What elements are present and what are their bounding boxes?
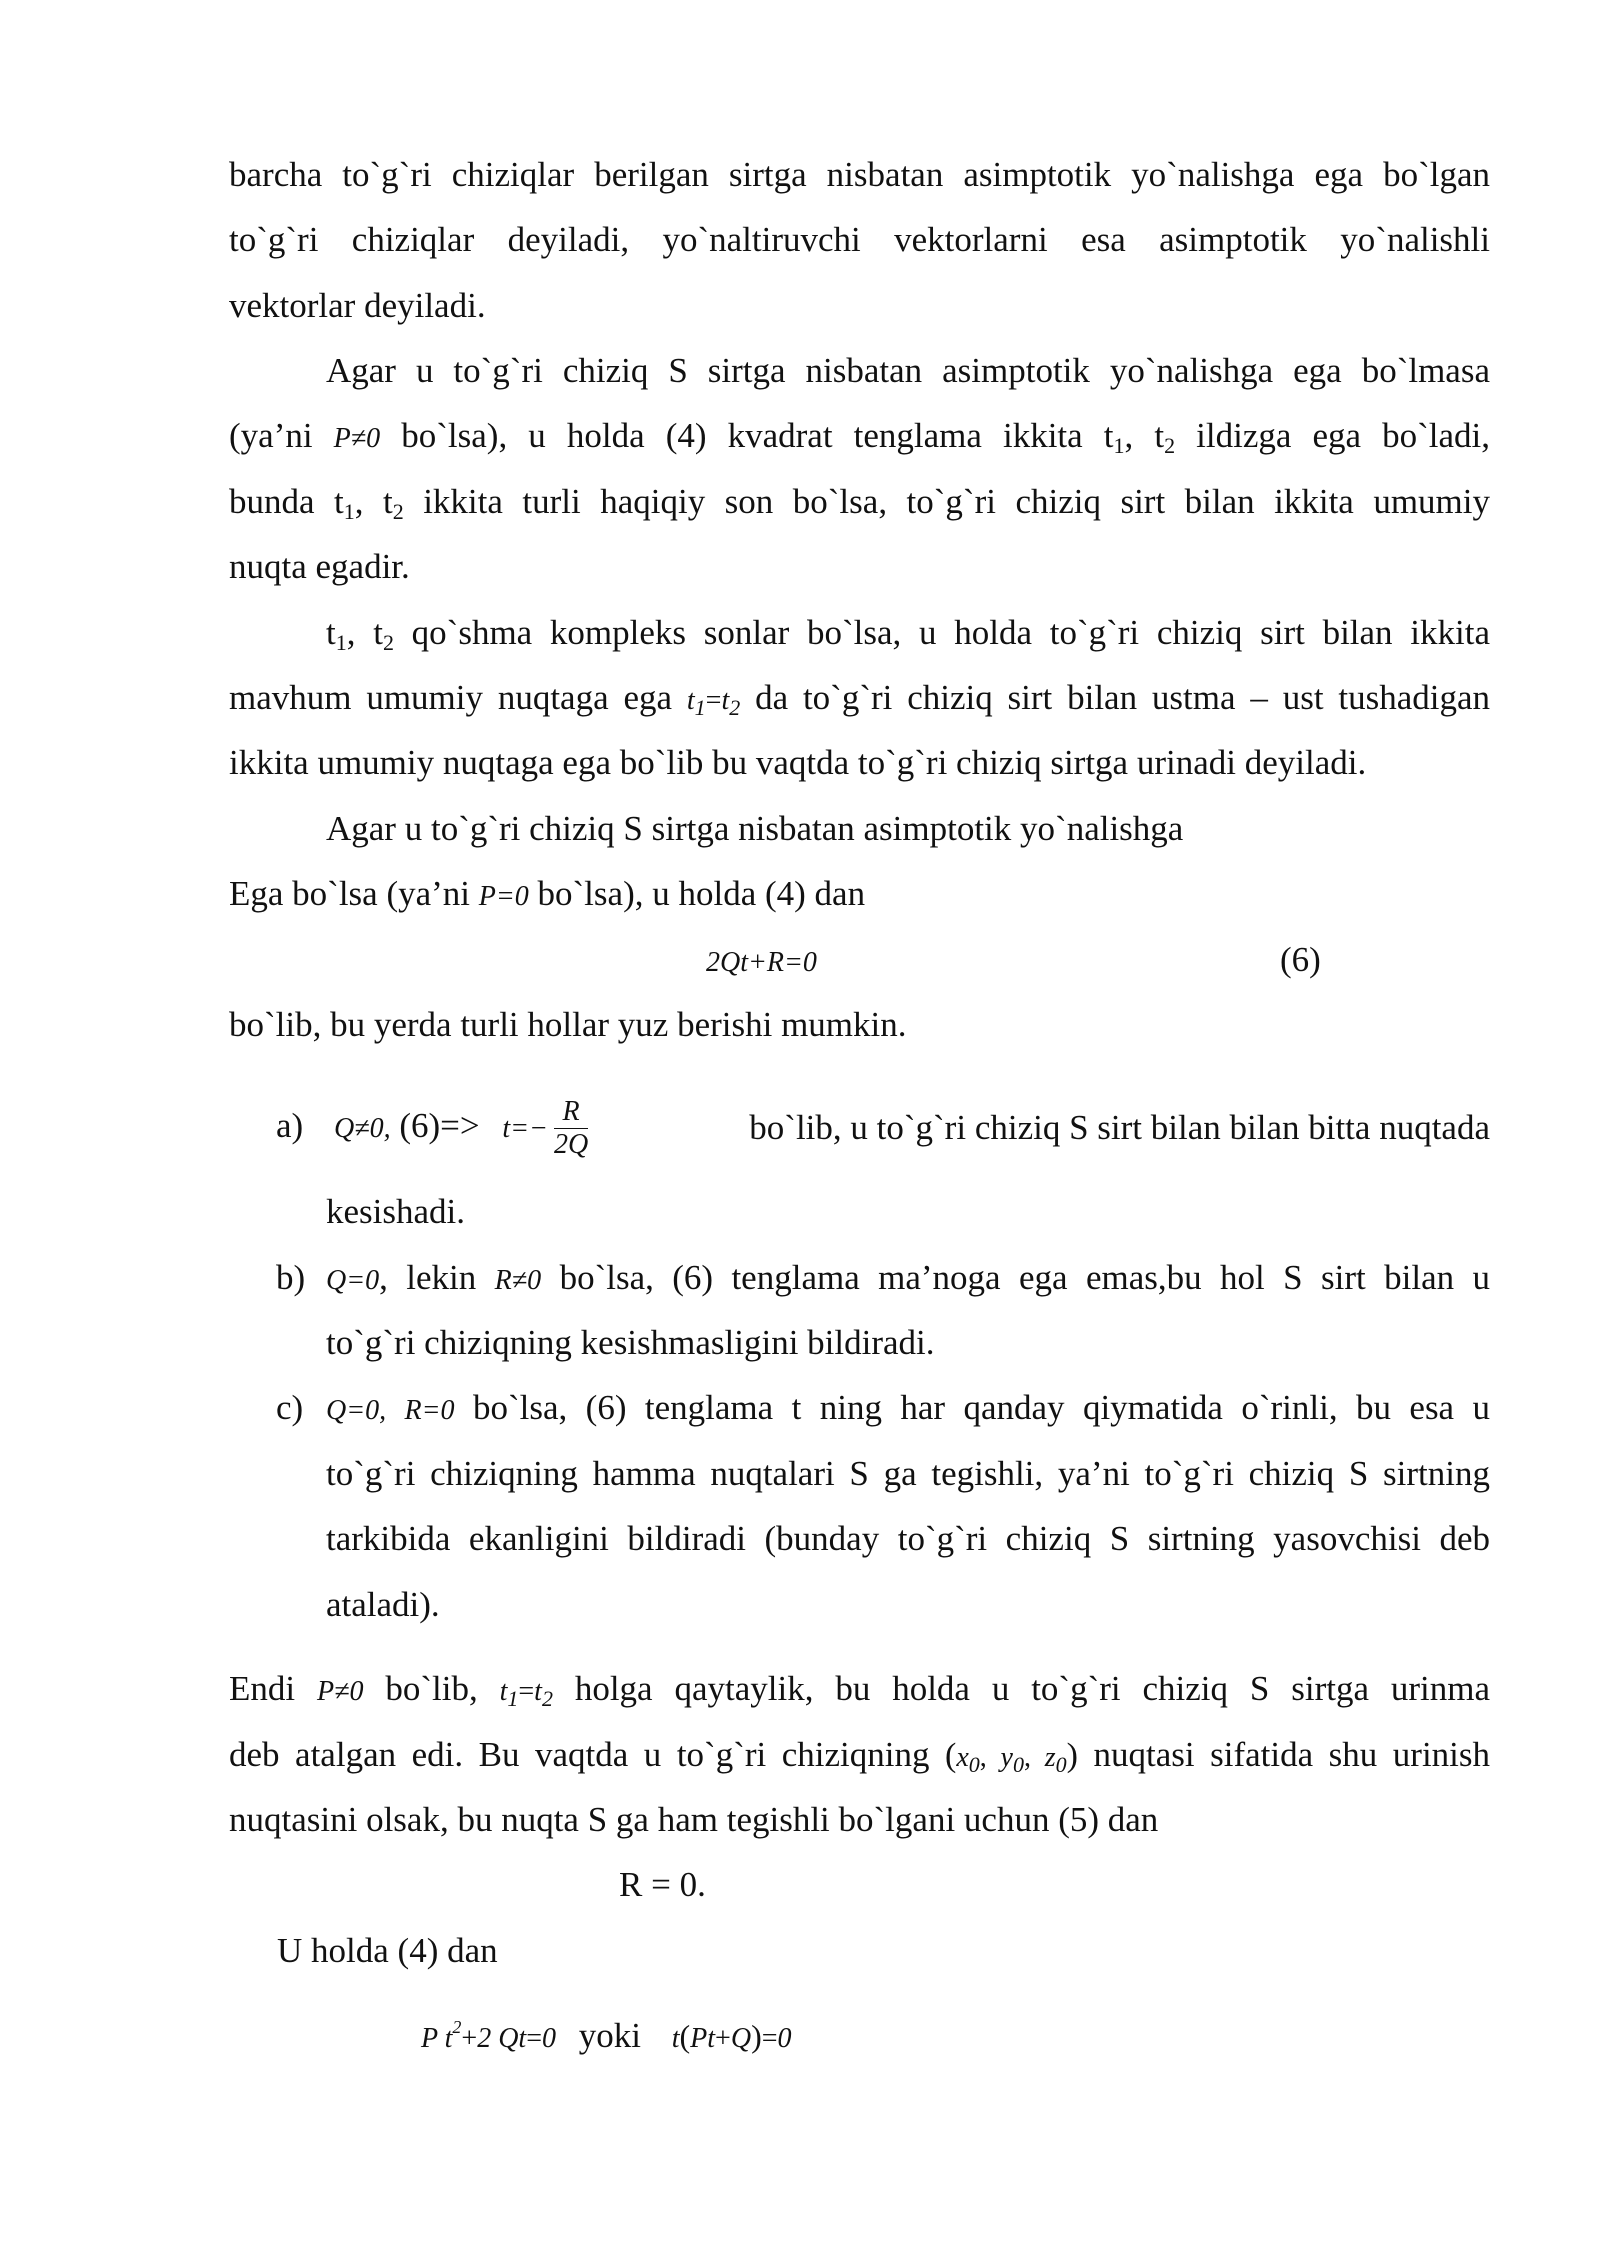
text-fragment: mavhum umumiy nuqtaga ega bbox=[229, 678, 673, 717]
subscript: 1 bbox=[343, 499, 355, 524]
text-fragment bbox=[334, 1080, 594, 1175]
list-label: a) bbox=[276, 1106, 304, 1145]
text-line: to`g`ri chiziqning kesishmasligini bildiradi. bbox=[326, 1323, 935, 1362]
text-fragment: (6)=> bbox=[399, 1106, 480, 1145]
text-fragment: deb atalgan edi. Bu vaqtda u to`g`ri chiziqning bbox=[229, 1735, 930, 1774]
text-fragment: bo`lsa), u holda (4) dan bbox=[537, 874, 866, 913]
text-line: Agar u to`g`ri chiziq S sirtga nisbatan asimptotik yo`nalishga bbox=[326, 809, 1184, 848]
text-fragment: , lekin bbox=[379, 1258, 477, 1297]
equation-r-eq-0: R = 0. bbox=[619, 1865, 706, 1904]
math-t-pt-plus-q: t(Pt+Q)=0 bbox=[671, 2018, 792, 2054]
math-p-neq-0: P≠0 bbox=[333, 423, 381, 454]
math-r-eq-0: R=0 bbox=[404, 1395, 455, 1426]
text-line: U holda (4) dan bbox=[277, 1931, 498, 1970]
text-line: to`g`ri chiziqlar deyiladi, yo`naltiruvchi vektorlarni esa asimptotik yo`nalishli bbox=[229, 220, 1490, 259]
text-fragment: bo`lsa, (6) tenglama ma’noga ega emas,bu hol S sirt bilan u bbox=[559, 1258, 1491, 1297]
text-fragment: ildizga ega bo`ladi, bbox=[1175, 416, 1491, 455]
text-fragment: bunda t bbox=[229, 482, 344, 521]
text-fragment: , t bbox=[354, 482, 393, 521]
text-line: ataladi). bbox=[326, 1585, 440, 1624]
final-equation bbox=[421, 2014, 792, 2061]
text-fragment: bo`lsa), u holda (4) kvadrat tenglama ikkita t bbox=[401, 416, 1114, 455]
text-fragment: ikkita turli haqiqiy son bo`lsa, to`g`ri chiziq sirt bilan ikkita umumiy bbox=[403, 482, 1490, 521]
subscript: 2 bbox=[1164, 433, 1176, 458]
text-fragment: bo`lib, u to`g`ri chiziq S sirt bilan bilan bitta nuqtada bbox=[749, 1107, 1490, 1147]
text-line: bo`lib, bu yerda turli hollar yuz berishi mumkin. bbox=[229, 1005, 907, 1044]
math-pt2-plus-2qt: P $t^2+2$ Qt=0 bbox=[421, 2017, 556, 2054]
text-line: Agar u to`g`ri chiziq S sirtga nisbatan asimptotik yo`nalishga ega bo`lmasa bbox=[326, 351, 1490, 390]
text-fragment: bo`lsa, (6) tenglama t ning har qanday qiymatida o`rinli, bu esa u bbox=[472, 1388, 1491, 1427]
text-line bbox=[229, 480, 1490, 524]
text-line: nuqta egadir. bbox=[229, 547, 410, 586]
list-item-b bbox=[326, 1256, 1490, 1303]
subscript: 1 bbox=[335, 630, 347, 655]
text-fragment: da to`g`ri chiziq sirt bilan ustma – ust tushadigan bbox=[755, 678, 1491, 717]
fraction-denominator: 2Q bbox=[553, 1129, 589, 1161]
equation-number: (6) bbox=[1280, 940, 1321, 979]
text-fragment: yoki bbox=[578, 2016, 641, 2055]
text-fragment: nuqtasi sifatida shu urinish bbox=[1093, 1735, 1491, 1774]
text-fragment: (ya’ni bbox=[229, 416, 313, 455]
list-label: b) bbox=[276, 1258, 306, 1297]
equation-6 bbox=[706, 938, 817, 985]
list-label: c) bbox=[276, 1388, 304, 1427]
text-fragment: Endi bbox=[229, 1669, 296, 1708]
math-q-neq-0: Q≠0, bbox=[334, 1113, 391, 1144]
math-p-eq-0: P=0 bbox=[478, 881, 529, 912]
text-line: tarkibida ekanligini bildiradi (bunday to`g`ri chiziq S sirtning yasovchisi deb bbox=[326, 1519, 1490, 1558]
fraction-numerator: R bbox=[554, 1096, 588, 1129]
text-line: barcha to`g`ri chiziqlar berilgan sirtga nisbatan asimptotik yo`nalishga ega bo`lgan bbox=[229, 155, 1490, 194]
text-line bbox=[229, 676, 1490, 723]
text-fragment: qo`shma kompleks sonlar bo`lsa, u holda to`g`ri chiziq sirt bilan ikkita bbox=[393, 613, 1490, 652]
text-fragment: bo`lib, bbox=[385, 1669, 478, 1708]
math-t1-eq-t2: $t_1=t_2$ bbox=[499, 1676, 553, 1711]
subscript: 1 bbox=[1113, 433, 1125, 458]
text-line bbox=[229, 1733, 1490, 1780]
math-r-neq-0: R≠0 bbox=[494, 1265, 542, 1296]
text-line: nuqtasini olsak, bu nuqta S ga ham tegishli bo`lgani uchun (5) dan bbox=[229, 1800, 1159, 1839]
text-line: kesishadi. bbox=[326, 1192, 466, 1231]
math-t1-eq-t2: $t_1=t_2$ bbox=[686, 685, 741, 720]
math-q-eq-0: Q=0, bbox=[326, 1395, 387, 1426]
text-fragment: , t bbox=[346, 613, 383, 652]
math-t-eq: t=− bbox=[502, 1113, 548, 1144]
text-line bbox=[326, 611, 1490, 655]
text-line bbox=[229, 414, 1490, 461]
subscript: 2 bbox=[392, 499, 404, 524]
text-line bbox=[229, 1667, 1490, 1714]
list-item-a bbox=[334, 1080, 1490, 1175]
math-point-x0-y0-z0: ($x_0$, $y_0$, $z_0$) bbox=[945, 1737, 1078, 1777]
text-fragment: holga qaytaylik, bu holda u to`g`ri chiziq S sirtga urinma bbox=[574, 1669, 1490, 1708]
subscript: 2 bbox=[382, 630, 394, 655]
text-fragment: , t bbox=[1124, 416, 1165, 455]
list-item-c bbox=[326, 1386, 1490, 1433]
text-line: to`g`ri chiziqning hamma nuqtalari S ga tegishli, ya’ni to`g`ri chiziq S sirtning bbox=[326, 1454, 1490, 1493]
fraction-r-over-2q bbox=[554, 1096, 588, 1161]
text-line bbox=[229, 872, 865, 919]
text-line: vektorlar deyiladi. bbox=[229, 286, 486, 325]
text-fragment: t bbox=[326, 613, 336, 652]
math-q-eq-0: Q=0 bbox=[326, 1265, 380, 1296]
math-p-neq-0: P≠0 bbox=[316, 1676, 364, 1707]
text-line: ikkita umumiy nuqtaga ega bo`lib bu vaqtda to`g`ri chiziq sirtga urinadi deyiladi. bbox=[229, 743, 1367, 782]
math-2qt-plus-r: 2Qt+R=0 bbox=[706, 947, 817, 978]
text-fragment: Ega bo`lsa (ya’ni bbox=[229, 874, 471, 913]
